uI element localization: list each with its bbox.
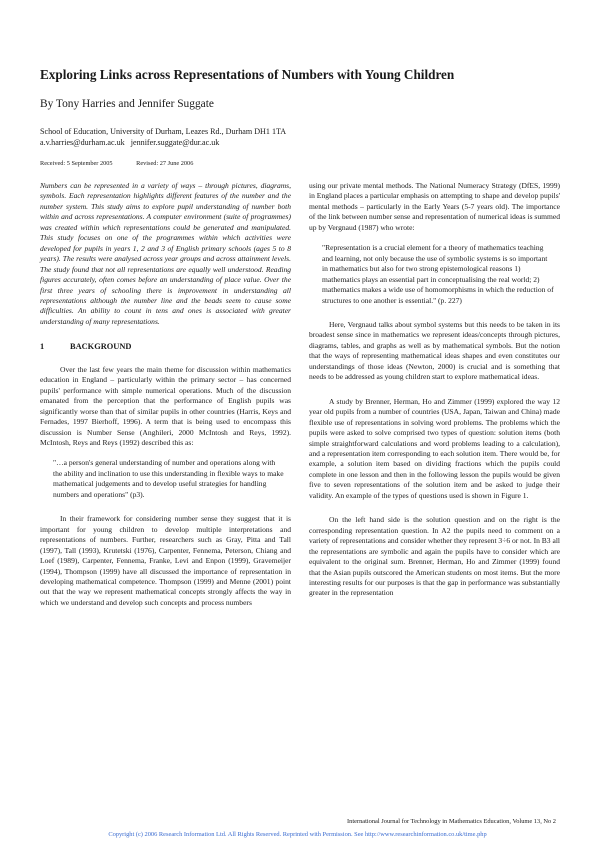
left-column [40, 181, 291, 608]
body-paragraph: Over the last few years the main theme for discussion within mathematics education in England – particularly within the primary sector – has concerned pupils' performance with simple numerical operations. Much of the discussion emanated from the perception that the performance of English pupils was significantly worse than that of similar pupils in other countries (Harris, Keys and Fernades, 1997 Bierhoff, 1996). A term that is being used to encompass this discussion is Number Sense (Anghileri, 2000 McIntosh and Reys, 1992). McIntosh, Reys and Reys (1992) described this as: [40, 364, 291, 447]
paper-authors: By Tony Harries and Jennifer Suggate [40, 98, 214, 110]
body-paragraph: using our private mental methods. The National Numeracy Strategy (DfES, 1999) in England places a particular emphasis on attempting to shape and develop pupils' mental methods – particularly in the Early Years (5-7 years old). The importance of the link between number sense and representation of numerical ideas is summed up by Vergnaud (1987) who wrote: [309, 181, 560, 232]
body-paragraph: In their framework for considering number sense they suggest that it is important for young children to develop multiple interpretations and representations of numbers. Further, researchers such as Gray, Pitta and Tall (1997), Tall (1993), Krutetski (1976), Carpenter, Fennema, Peterson, Chiang and Loef (1989), Carpenter, Fennema, Franke, Levi and Enpon (1999), Gravemeijer (1994), Thompson (1999) have all discussed the importance of representation in developing mathematical competence. Thompson (1999) and Menne (2001) point out that the way we represent mathematical concepts strongly affects the way in which we understand and develop such concepts and process numbers [40, 514, 291, 607]
section-heading [40, 342, 291, 352]
block-quote: "…a person's general understanding of number and operations along with the ability and inclination to use this understanding in flexible ways to make mathematical judgements and to develop useful strategies for handling numbers and operations" (p3). [53, 458, 284, 499]
paper-title: Exploring Links across Representations of Numbers with Young Children [40, 67, 455, 82]
abstract: Numbers can be represented in a variety of ways – through pictures, diagrams, symbols. Each representation highlights different features of the number and the number system. This study aims to explore pupil understanding of number both within and across representations. A computer environment (suite of programmes) was created within which representations could be generated and manipulated. This study focuses on one of the programmes within which activities were developed for pupils in years 1, 2 and 3 of English primary schools (ages 5 to 8 years). The results were analysed across year groups and across attainment levels. The study found that not all representations are equally well understood. Reading figures accurately, often comes before an understanding of place value. Over the first three years of schooling there is improvement in understanding all representations although the number line and the beads seem to cause some difficulties. An ability to count in tens and ones is associated with greater understanding of many representations. [40, 181, 291, 326]
author-affiliation-block [40, 126, 560, 148]
received-date: Received: 5 September 2005 [40, 160, 113, 167]
submission-dates [40, 159, 560, 168]
affiliation: School of Education, University of Durham, Leazes Rd., Durham DH1 1TA [40, 127, 287, 136]
copyright-link[interactable]: Copyright (c) 2006 Research Information Ltd. All Rights Reserved. Reprinted with Permission. See http://www.researchinformation.co.uk/time.php [108, 831, 487, 838]
author-emails: a.v.harries@durham.ac.uk jennifer.suggate@dur.ac.uk [40, 138, 220, 147]
body-paragraph: Here, Vergnaud talks about symbol systems but this needs to be taken in its broadest sense since in mathematics we represent ideas/concepts through pictures, diagrams, tables, and graphs as well as by mathematical symbols. But the notion that the ways of representing mathematical ideas shapes and even constitutes our understandings of those ideas (Newton, 2000) is crucial and is something that needs to be addressed as young children start to explore mathematical ideas. [309, 319, 560, 382]
section-title: BACKGROUND [70, 342, 132, 352]
section-number: 1 [40, 342, 45, 352]
journal-footer: International Journal for Technology in Mathematics Education, Volume 13, No 2 [347, 818, 556, 825]
revised-date: Revised: 27 June 2006 [136, 160, 194, 167]
body-paragraph: A study by Brenner, Herman, Ho and Zimmer (1999) explored the way 12 year old pupils from a number of countries (USA, Japan, Taiwan and China) made flexible use of representations in solving word problems. The problems which the pupils were asked to solve comprised two types of question: solution items (both simple straightforward calculations and word problems leading to a calculation), and a representation item corresponding to each solution item. There would be, for example, a solution item based on dividing fractions which the pupils could complete in one lesson and then in the following lesson the pupils would be given five to seven representations of the solution item and be asked to judge their validity. An example of the types of questions used is shown in Figure 1. [309, 396, 560, 500]
body-paragraph: On the left hand side is the solution question and on the right is the corresponding representation question. In A2 the pupils need to comment on a variety of representations and consider whether they represent 3÷6 or not. In B3 all the representations are symbolic and again the pupils have to consider which are equivalent to the original sum. Brenner, Herman, Ho and Zimmer (1999) found that the Asian pupils outscored the American students on most items. But the more interesting results for our purposes is that the gap in performance was substantially greater in the representation [309, 515, 561, 598]
right-column [309, 181, 560, 599]
block-quote: "Representation is a crucial element for a theory of mathematics teaching and learning, not only because the use of symbolic systems is so important in mathematics but also for two strong epistemological reasons 1) mathematics plays an essential part in conceptualising the real world; 2) mathematics makes a wide use of homomorphisms in which the reduction of structures to one another is essential." (p. 227) [322, 243, 554, 305]
